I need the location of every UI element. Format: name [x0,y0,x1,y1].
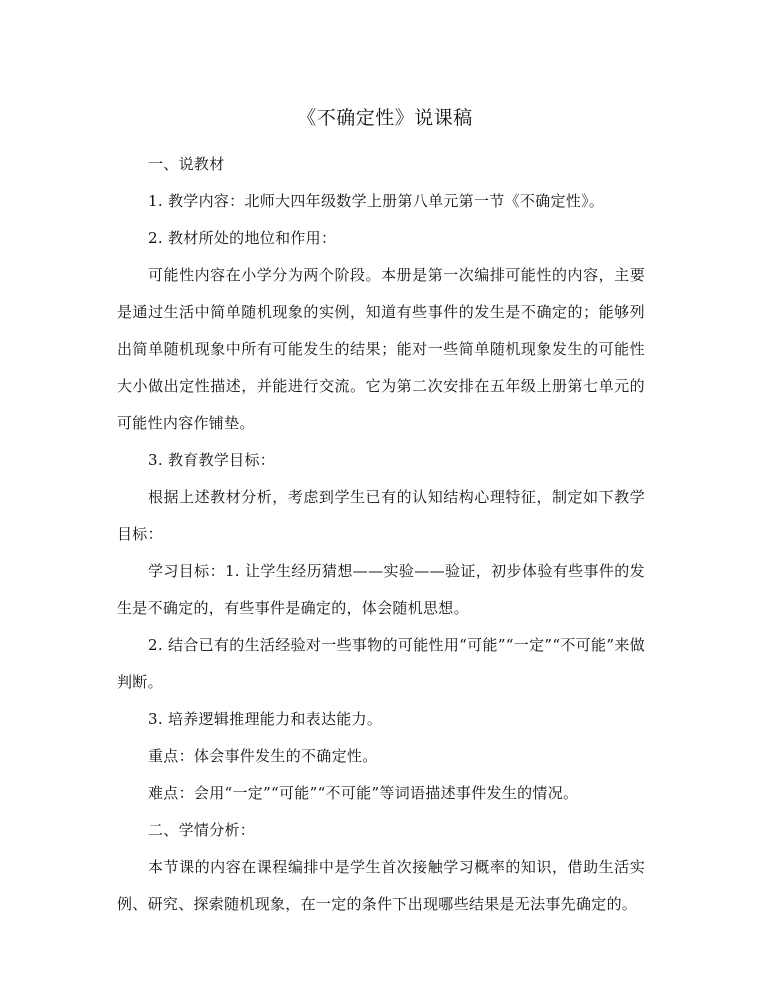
paragraph-teaching-content: 1. 教学内容：北师大四年级数学上册第八单元第一节《不确定性》。 [148,192,605,210]
paragraph-material-position-heading: 2. 教材所处的地位和作用： [148,229,337,247]
paragraph-difficult-point: 难点：会用“一定”“可能”“不可能”等词语描述事件发生的情况。 [148,784,579,802]
paragraph-teaching-goals-heading: 3. 教育教学目标： [148,451,276,469]
paragraph-learning-goal-1: 学习目标：1. 让学生经历猜想——实验——验证，初步体验有些事件的发生是不确定的，有些事件是确定的，体会随机思想。 [117,562,645,617]
section-heading-student-analysis: 二、学情分析： [148,821,256,839]
paragraph-material-position: 可能性内容在小学分为两个阶段。本册是第一次编排可能性的内容，主要是通过生活中简单随机现象的实例，知道有些事件的发生是不确定的；能够列出简单随机现象中所有可能发生的结果；能对一些简单随机现象发生的可能性大小做出定性描述，并能进行交流。它为第二次安排在五年级上册第七单元的可能性内容作铺垫。 [117,266,645,432]
paragraph-learning-goal-3: 3. 培养逻辑推理能力和表达能力。 [148,710,383,728]
paragraph-learning-goal-2: 2. 结合已有的生活经验对一些事物的可能性用“可能”“一定”“不可能”来做判断。 [117,636,645,691]
paragraph-teaching-goals-intro: 根据上述教材分析，考虑到学生已有的认知结构心理特征，制定如下教学目标： [117,488,645,543]
paragraph-student-analysis: 本节课的内容在课程编排中是学生首次接触学习概率的知识，借助生活实例、研究、探索随机现象，在一定的条件下出现哪些结果是无法事先确定的。 [117,858,645,913]
document-title: 《不确定性》说课稿 [297,107,473,129]
paragraph-key-point: 重点：体会事件发生的不确定性。 [148,747,378,765]
section-heading-teaching-material: 一、说教材 [148,155,225,173]
document-body [117,146,645,923]
